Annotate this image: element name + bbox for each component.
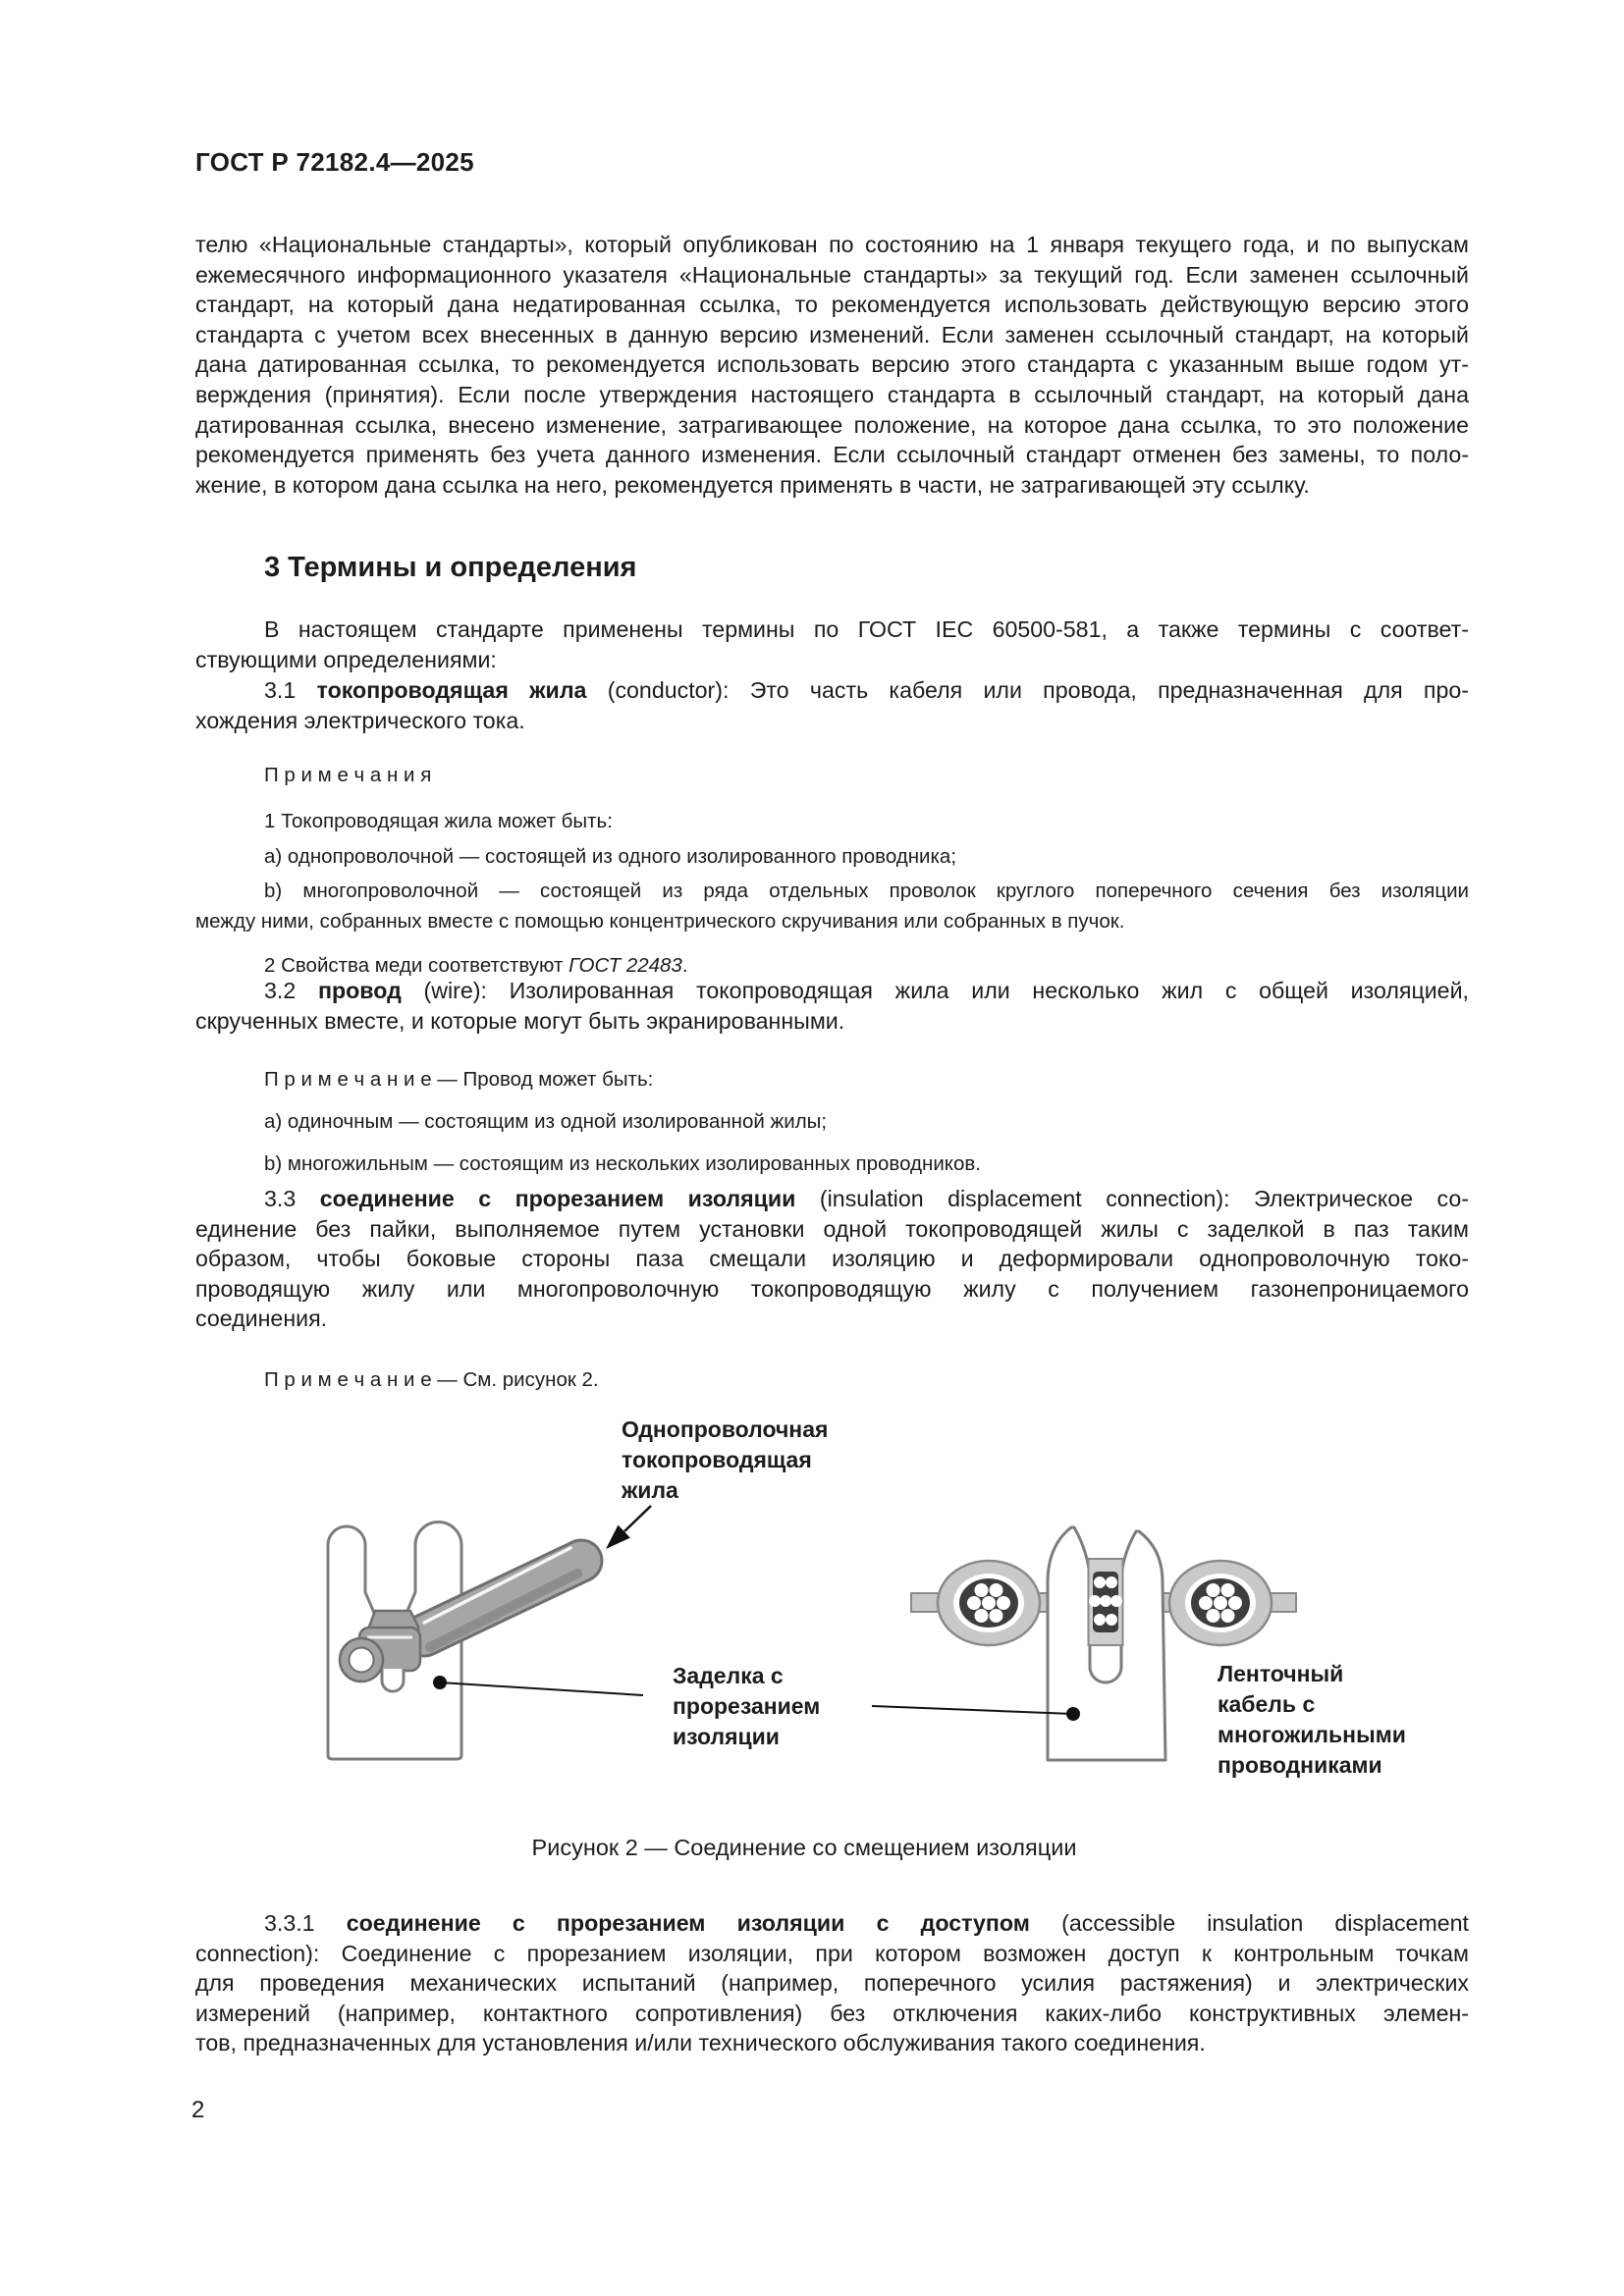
text-line: образом, чтобы боковые стороны паза смещали изоляцию и деформировали однопроволочную токо-: [195, 1246, 1469, 1272]
text-line: измерений (например, контактного сопротивления) без отключения каких-либо конструктивных элемен-: [195, 2000, 1469, 2026]
cable-cross-section-right: [1169, 1561, 1272, 1645]
text-line: П р и м е ч а н и е — См. рисунок 2.: [264, 1368, 599, 1391]
text-line: 3.1 токопроводящая жила (conductor): Это часть кабеля или провода, предназначенная для про-: [264, 677, 1469, 703]
text-line: рекомендуется применять без учета данного изменения. Если ссылочный стандарт отменен без замены, то поло-: [195, 442, 1469, 468]
text-line: между ними, собранных вместе с помощью концентрического скручивания или собранных в пучок.: [195, 909, 1125, 933]
text-line: проводящую жилу или многопроволочную токопроводящую жилу с получением газонепроницаемого: [195, 1275, 1469, 1302]
text-line: 3.3 соединение с прорезанием изоляции (insulation displacement connection): Электрическое со-: [264, 1186, 1469, 1211]
note-3-2-item-b: [195, 1149, 1469, 1180]
barrel-ring-hole: [350, 1648, 374, 1673]
cable-in-slot: [1089, 1559, 1123, 1645]
figure-label-solid-conductor: [622, 1415, 828, 1506]
text-line: телю «Национальные стандарты», который опубликован по состоянию на 1 января текущего года, и по выпускам: [195, 232, 1469, 257]
text-line: жение, в котором дана ссылка на него, рекомендуется применять в части, не затрагивающей эту ссылку.: [195, 471, 1310, 498]
text-line: П р и м е ч а н и е — Провод может быть:: [264, 1068, 654, 1091]
text-line: 2 Свойства меди соответствуют ГОСТ 22483.: [264, 954, 688, 977]
term-3-2-wire: [195, 976, 1469, 1036]
note-label-3-3: [195, 1365, 1469, 1396]
text-line: стандарта с учетом всех внесенных в данную версию изменений. Если заменен ссылочный стандарт, на который: [195, 321, 1469, 347]
figure-label-line: проводниками: [1218, 1752, 1382, 1778]
text-line: 3 Термины и определения: [264, 552, 637, 583]
text-line: b) многопроволочной — состоящей из ряда отдельных проволок круглого поперечного сечения без изоляции: [264, 880, 1469, 902]
text-line: connection): Соединение с прорезанием изоляции, при котором возможен доступ к контрольным точкам: [195, 1940, 1469, 1966]
text-line: дана датированная ссылка, то рекомендуется использовать версию этого стандарта с указанным выше годом ут-: [195, 351, 1469, 378]
term-3-1-conductor: [195, 675, 1469, 735]
cable-cross-section-left: [938, 1561, 1040, 1645]
text-line: 3.2 провод (wire): Изолированная токопроводящая жила или несколько жил с общей изоляцией,: [264, 978, 1469, 1003]
term-3-3-1-accessible-idc: [195, 1908, 1469, 2058]
paragraph-terms-intro: [195, 614, 1469, 674]
text-line: ствующими определениями:: [195, 646, 497, 672]
text-line: тов, предназначенных для установления и/или технического обслуживания такого соединения.: [195, 2030, 1206, 2056]
figure-2-caption: Рисунок 2 — Соединение со смещением изоляции: [531, 1835, 1077, 1860]
text-line: a) однопроволочной — состоящей из одного изолированного проводника;: [264, 845, 957, 868]
text-line: a) одиночным — состоящим из одной изолированной жилы;: [264, 1110, 828, 1133]
figure-label-line: многожильными: [1218, 1722, 1406, 1747]
text-line: П р и м е ч а н и я: [264, 764, 432, 786]
idc-terminal-drawing: [328, 1522, 581, 1760]
note-3-1-item-a: [195, 842, 1469, 873]
figure-label-line: изоляции: [673, 1724, 780, 1749]
page-number: 2: [191, 2097, 205, 2123]
text-line: 1 Токопроводящая жила может быть:: [264, 810, 613, 832]
paragraph-references-continued: [195, 230, 1469, 500]
text-line: скрученных вместе, и которые могут быть экранированными.: [195, 1007, 845, 1034]
note-label-3-1: [195, 761, 1469, 791]
text-line: стандарт, на который дана недатированная ссылка, то рекомендуется использовать действующую версию этого: [195, 292, 1469, 318]
text-line: единение без пайки, выполняемое путем установки одной токопроводящей жилы с заделкой в паз таким: [195, 1215, 1469, 1242]
figure-label-line: прорезанием: [673, 1693, 821, 1719]
note-label-3-2: [195, 1065, 1469, 1095]
text-line: хождения электрического тока.: [195, 707, 525, 733]
term-3-3-idc: [195, 1184, 1469, 1334]
note-3-1-item-b: [195, 877, 1469, 936]
text-line: для проведения механических испытаний (например, поперечного усилия растяжения) и электрических: [195, 1970, 1469, 1997]
ribbon-web-tab: [1270, 1593, 1296, 1612]
text-line: В настоящем стандарте применены термины по ГОСТ IEC 60500-581, а также термины с соответ-: [264, 616, 1469, 642]
text-line: соединения.: [195, 1306, 328, 1332]
terminal-hook: [382, 1669, 404, 1691]
text-line: верждения (принятия). Если после утверждения настоящего стандарта в ссылочный стандарт, на который дана: [195, 381, 1469, 407]
idc-leader-left: [433, 1676, 643, 1695]
note-3-1-item-1: [195, 807, 1469, 837]
figure-label-ribbon-cable: [1218, 1659, 1406, 1781]
conductor-arrow: [606, 1506, 651, 1549]
ribbon-web-tab: [911, 1593, 939, 1612]
figure-label-line: Заделка с: [673, 1663, 784, 1688]
section-heading-terms: [195, 550, 1469, 585]
note-3-2-item-a: [195, 1107, 1469, 1138]
text-line: датированная ссылка, внесено изменение, затрагивающее положение, на которое дана ссылка, то это положение: [195, 411, 1469, 438]
figure-label-line: жила: [622, 1477, 678, 1503]
text-line: b) многожильным — состоящим из нескольких изолированных проводников.: [264, 1152, 981, 1175]
document-standard-number: ГОСТ Р 72182.4—2025: [195, 147, 474, 177]
text-line: ежемесячного информационного указателя «Национальные стандарты» за текущий год. Если заменен ссылочный: [195, 261, 1469, 288]
figure-label-line: токопроводящая: [622, 1447, 812, 1472]
figure-label-line: кабель с: [1218, 1691, 1316, 1717]
figure-label-line: Ленточный: [1218, 1661, 1344, 1686]
figure-label-line: Однопроволочная: [622, 1416, 829, 1442]
text-line: 3.3.1 соединение с прорезанием изоляции с доступом (accessible insulation displacement: [264, 1910, 1470, 1936]
figure-label-idc-termination: [673, 1661, 820, 1752]
